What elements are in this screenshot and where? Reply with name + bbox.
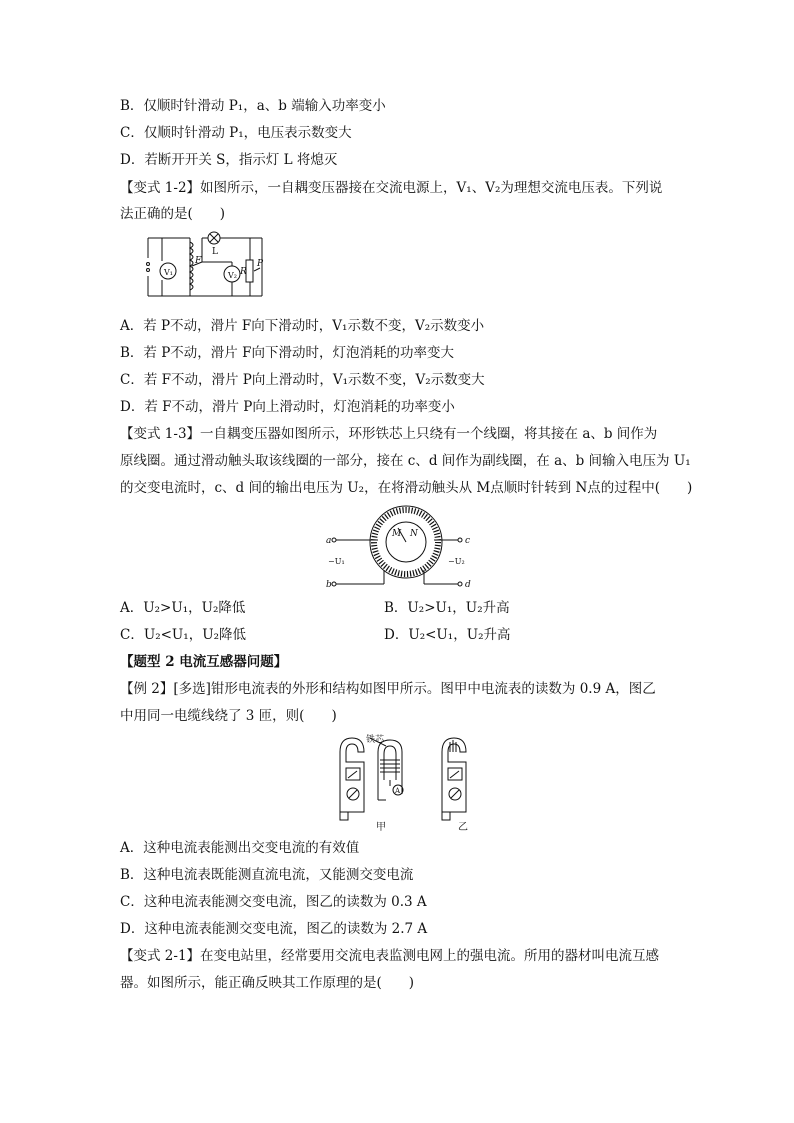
svg-text:−U₁: −U₁ <box>328 557 345 566</box>
line-12: 的交变电流时，c、d 间的输出电压为 U₂，在将滑动触头从 M点顺时针转到 N点的过程中( ) <box>120 480 693 496</box>
svg-text:铁芯: 铁芯 <box>366 735 385 745</box>
line-10: 【变式 1-3】一自耦变压器如图所示，环形铁芯上只绕有一个线圈，将其接在 a、b 间作为 <box>120 426 658 442</box>
line-13a: A．U₂>U₁，U₂降低 <box>120 600 246 616</box>
svg-text:M: M <box>392 529 402 539</box>
svg-text:a: a <box>326 536 332 546</box>
autotransformer-circuit-figure <box>140 228 280 304</box>
svg-text:F: F <box>195 256 202 266</box>
line-13b: B．U₂>U₁，U₂升高 <box>384 600 510 616</box>
svg-text:N: N <box>410 529 418 539</box>
line-20: C．这种电流表能测交变电流，图乙的读数为 0.3 A <box>120 894 427 910</box>
line-17: 中用同一电缆线绕了 3 匝，则( ) <box>120 708 337 724</box>
svg-text:V₁: V₁ <box>164 268 173 277</box>
svg-text:L: L <box>212 247 218 257</box>
svg-text:d: d <box>465 580 471 590</box>
svg-text:b: b <box>326 580 332 590</box>
line-23: 器。如图所示，能正确反映其工作原理的是( ) <box>120 975 415 991</box>
svg-text:甲: 甲 <box>376 822 386 832</box>
line-4: 【变式 1-2】如图所示，一自耦变压器接在交流电源上，V₁、V₂为理想交流电压表。下列说 <box>120 180 663 196</box>
line-1: B．仅顺时针滑动 P₁，a、b 端输入功率变小 <box>120 98 386 114</box>
svg-text:乙: 乙 <box>458 822 468 832</box>
line-21: D．这种电流表能测交变电流，图乙的读数为 2.7 A <box>120 921 428 937</box>
line-6: A．若 P不动，滑片 F向下滑动时，V₁示数不变，V₂示数变小 <box>120 318 485 334</box>
line-14b: D．U₂<U₁，U₂升高 <box>384 627 511 643</box>
line-8: C．若 F不动，滑片 P向上滑动时，V₁示数不变，V₂示数变大 <box>120 372 485 388</box>
line-18: A．这种电流表能测出交变电流的有效值 <box>120 840 360 856</box>
section-heading: 【题型 2 电流互感器问题】 <box>120 654 288 670</box>
line-16: 【例 2】[多选]钳形电流表的外形和结构如图甲所示。图甲中电流表的读数为 0.9 A，图乙 <box>120 681 656 697</box>
line-19: B．这种电流表既能测直流电流，又能测交变电流 <box>120 867 414 883</box>
line-11: 原线圈。通过滑动触头取该线圈的一部分，接在 c、d 间作为副线圈，在 a、b 间输入电压为 U₁ <box>120 453 691 469</box>
svg-text:A: A <box>395 787 401 795</box>
svg-text:−U₂: −U₂ <box>448 557 465 566</box>
clamp-ammeter-figure <box>330 732 490 832</box>
line-22: 【变式 2-1】在变电站里，经常要用交流电表监测电网上的强电流。所用的器材叫电流互感 <box>120 948 660 964</box>
svg-text:R: R <box>240 267 247 277</box>
line-14a: C．U₂<U₁，U₂降低 <box>120 627 247 643</box>
line-7: B．若 P不动，滑片 F向下滑动时，灯泡消耗的功率变大 <box>120 345 454 361</box>
line-2: C．仅顺时针滑动 P₁，电压表示数变大 <box>120 125 352 141</box>
line-3: D．若断开开关 S，指示灯 L 将熄灭 <box>120 152 338 168</box>
svg-text:c: c <box>465 536 471 546</box>
svg-text:V₂: V₂ <box>228 271 237 280</box>
svg-text:P: P <box>257 259 264 269</box>
toroidal-transformer-figure <box>326 502 471 592</box>
line-9: D．若 F不动，滑片 P向上滑动时，灯泡消耗的功率变小 <box>120 399 455 415</box>
line-5: 法正确的是( ) <box>120 206 226 222</box>
